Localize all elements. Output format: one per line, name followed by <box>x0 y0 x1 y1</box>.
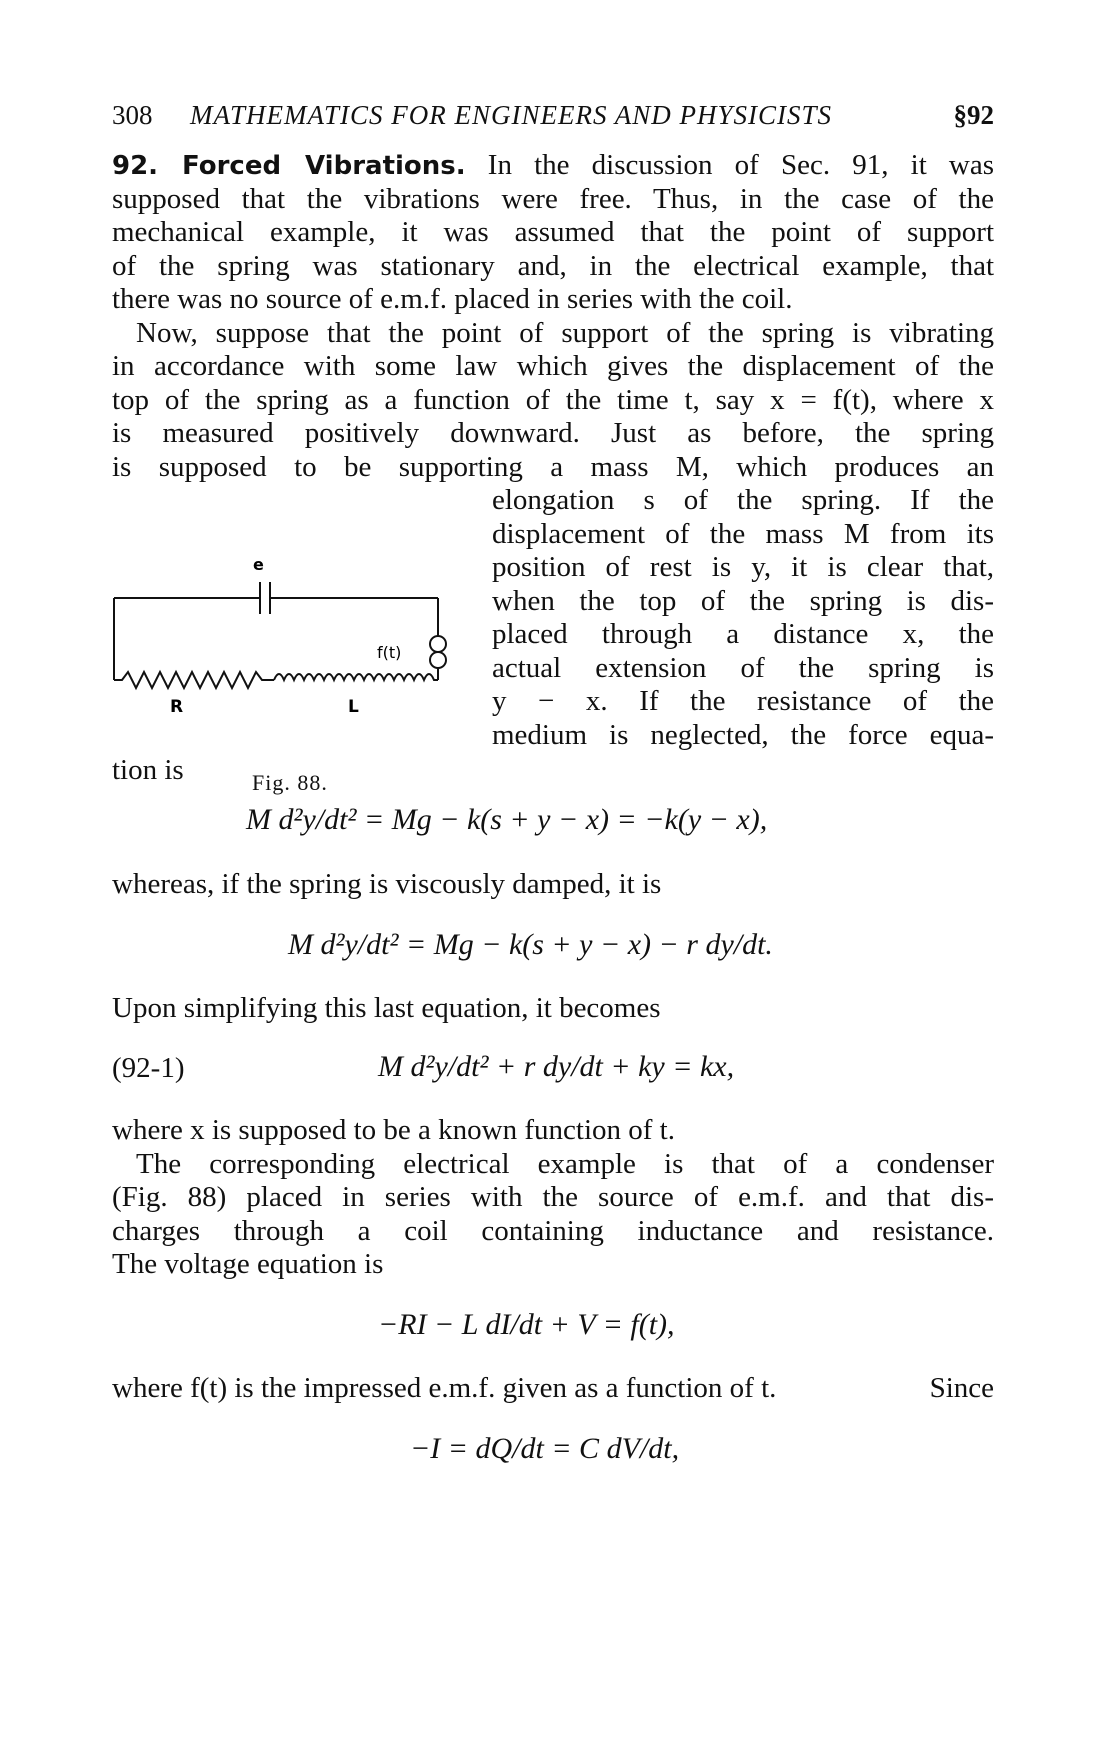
paragraph3-line3: charges through a coil containing inductance and resistance. <box>112 1215 994 1247</box>
upon-simplifying-line: Upon simplifying this last equation, it becomes <box>112 992 661 1024</box>
equation-force-damped: M d²y/dt² = Mg − k(s + y − x) − r dy/dt. <box>288 928 773 961</box>
label-l: L <box>348 697 359 717</box>
paragraph2-line4: is measured positively downward. Just as before, the spring <box>112 417 994 449</box>
source-coil-top <box>430 636 446 652</box>
paragraph2-line3: top of the spring as a function of the time t, say x = f(t), where x <box>112 384 994 416</box>
paragraph1-line5: there was no source of e.m.f. placed in series with the coil. <box>112 283 793 315</box>
paragraph2-line12: y − x. If the resistance of the <box>492 685 994 717</box>
paragraph3-line2: (Fig. 88) placed in series with the source of e.m.f. and that dis- <box>112 1181 994 1213</box>
section-marker: §92 <box>953 100 994 130</box>
equation-force-undamped: M d²y/dt² = Mg − k(s + y − x) = −k(y − x), <box>246 803 768 836</box>
label-r: R <box>170 697 184 717</box>
where-f-line: where f(t) is the impressed e.m.f. given as a function of t. Since <box>112 1372 994 1404</box>
page-number: 308 <box>112 100 153 130</box>
equation-92-1: M d²y/dt² + r dy/dt + ky = kx, <box>378 1050 735 1083</box>
paragraph1-line1: 92. Forced Vibrations. In the discussion of Sec. 91, it was <box>112 149 995 181</box>
paragraph1-line4: of the spring was stationary and, in the electrical example, that <box>112 250 994 282</box>
figure-caption: Fig. 88. <box>252 770 328 795</box>
paragraph2-line6: elongation s of the spring. If the <box>492 484 994 516</box>
where-x-line: where x is supposed to be a known function of t. <box>112 1114 675 1146</box>
paragraph2-line10: placed through a distance x, the <box>492 618 994 650</box>
paragraph2-line14: tion is <box>112 754 184 786</box>
paragraph1-line2: supposed that the vibrations were free. Thus, in the case of the <box>112 183 994 215</box>
whereas-line: whereas, if the spring is viscously damped, it is <box>112 868 662 900</box>
equation-current-charge: −I = dQ/dt = C dV/dt, <box>410 1432 680 1465</box>
paragraph1-line3: mechanical example, it was assumed that the point of support <box>112 216 994 248</box>
equation-number-92-1: (92-1) <box>112 1052 185 1084</box>
paragraph3-line4: The voltage equation is <box>112 1248 384 1280</box>
inductor-coil <box>274 674 438 680</box>
section-title: 92. Forced Vibrations. <box>112 151 466 181</box>
paragraph3-line1: The corresponding electrical example is that of a condenser <box>136 1148 994 1180</box>
circuit-diagram <box>112 540 472 770</box>
source-coil-bottom <box>430 652 446 668</box>
paragraph2-line7: displacement of the mass M from its <box>492 518 994 550</box>
paragraph2-line13: medium is neglected, the force equa- <box>492 719 994 751</box>
paragraph2-line2: in accordance with some law which gives the displacement of the <box>112 350 994 382</box>
running-header <box>112 100 994 136</box>
paragraph2-line8: position of rest is y, it is clear that, <box>492 551 994 583</box>
resistor-zigzag <box>114 672 274 688</box>
label-e: e <box>253 555 264 574</box>
paragraph2-line1: Now, suppose that the point of support of the spring is vibrating <box>136 317 994 349</box>
running-title: MATHEMATICS FOR ENGINEERS AND PHYSICISTS <box>190 100 832 130</box>
equation-voltage: −RI − L dI/dt + V = f(t), <box>378 1308 675 1341</box>
label-f: f(t) <box>377 643 402 662</box>
paragraph2-line11: actual extension of the spring is <box>492 652 994 684</box>
paragraph2-line5: is supposed to be supporting a mass M, which produces an <box>112 451 994 483</box>
paragraph2-line9: when the top of the spring is dis- <box>492 585 994 617</box>
